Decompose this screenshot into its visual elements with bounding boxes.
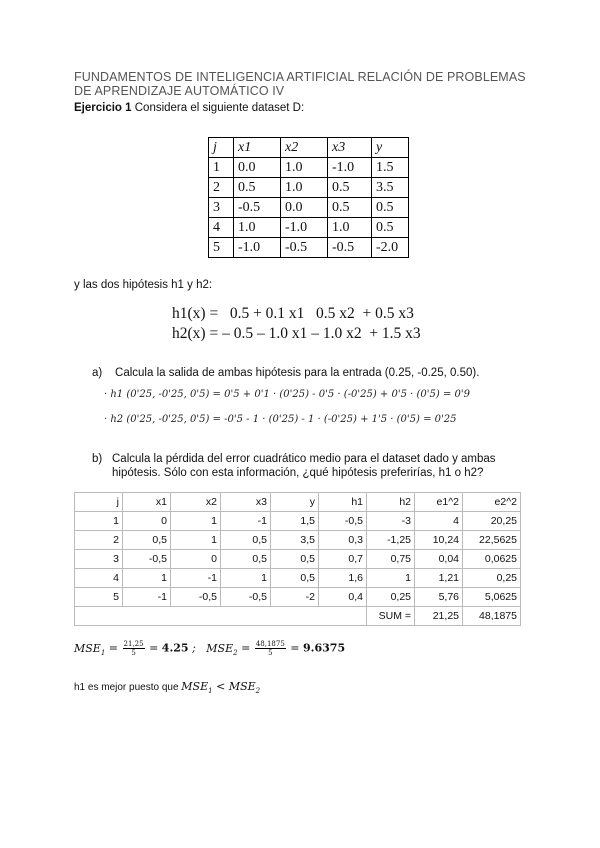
mse2-denominator: 5: [268, 649, 273, 657]
hypotheses-intro: y las dos hipótesis h1 y h2:: [74, 279, 213, 291]
error-table-row: [75, 550, 521, 569]
error-table-cell: 3,5: [271, 531, 319, 550]
error-table-cell: 10,24: [415, 531, 463, 550]
error-table-cell: 0,5: [221, 531, 271, 550]
question-b-label: b): [92, 453, 103, 465]
exercise-label: Ejercicio 1: [74, 102, 132, 114]
error-table-header-cell: y: [271, 493, 319, 512]
error-table-header-cell: h1: [319, 493, 367, 512]
error-table-header-cell: e1^2: [415, 493, 463, 512]
dataset-cell: 4: [209, 218, 234, 238]
error-table-cell: -0,5: [319, 512, 367, 531]
dataset-cell: 1: [209, 158, 234, 178]
dataset-cell: 3.5: [372, 178, 409, 198]
error-table-cell: 1: [171, 531, 221, 550]
error-table-cell: 0,5: [123, 531, 171, 550]
conclusion-text: h1 es mejor puesto que: [74, 682, 182, 693]
error-table-cell: -3: [367, 512, 415, 531]
error-table-cell: 0: [123, 512, 171, 531]
handwritten-answer-h1: · h1 (0'25, -0'25, 0'5) = 0'5 + 0'1 · (0'25) - 0'5 · (-0'25) + 0'5 · (0'5) = 0'9: [104, 389, 470, 400]
error-table-cell: 1: [75, 512, 123, 531]
dataset-cell: -1.0: [281, 218, 328, 238]
conclusion-inequality: $MSE_1 < MSE_2$: [181, 680, 261, 696]
error-table-cell: 0,0625: [463, 550, 521, 569]
error-table-cell: 5,76: [415, 588, 463, 607]
error-table-header-cell: j: [75, 493, 123, 512]
dataset-cell: 0.5: [372, 198, 409, 218]
error-table-cell: 0,4: [319, 588, 367, 607]
exercise-text: Considera el siguiente dataset D:: [131, 102, 305, 114]
error-table-cell: 3: [75, 550, 123, 569]
error-table-cell: 0,25: [367, 588, 415, 607]
error-table-cell: 1,5: [271, 512, 319, 531]
question-b: [92, 452, 512, 480]
error-table-header-cell: e2^2: [463, 493, 521, 512]
error-table-sum-e1: 21,25: [415, 607, 463, 626]
dataset-row: [209, 198, 409, 218]
mse2-symbol: $MSE_2$: [206, 641, 238, 657]
question-a: [92, 366, 479, 380]
error-table-cell: -0,5: [221, 588, 271, 607]
error-table-cell: 0,5: [271, 550, 319, 569]
dataset-header-cell: x3: [328, 138, 372, 158]
error-table-header-cell: x3: [221, 493, 271, 512]
dataset-cell: 0.5: [234, 178, 281, 198]
error-table-cell: 1,21: [415, 569, 463, 588]
dataset-header-cell: x2: [281, 138, 328, 158]
dataset-cell: -0.5: [328, 238, 372, 258]
error-table-cell: 1: [367, 569, 415, 588]
error-table-cell: 4: [415, 512, 463, 531]
mse1-denominator: 5: [131, 649, 136, 657]
error-table-cell: 1: [221, 569, 271, 588]
dataset-cell: 1.0: [328, 218, 372, 238]
error-table-row: [75, 569, 521, 588]
mse-results: $MSE_1$ = $\frac{21,25}{5}$ = 4.25 ; $MSE_2$ = $\frac{48,1875}{5}$ = 9.6375: [74, 640, 346, 657]
dataset-row: [209, 218, 409, 238]
error-table-cell: 0,25: [463, 569, 521, 588]
error-table-cell: 0,75: [367, 550, 415, 569]
question-a-label: a): [92, 367, 103, 379]
mse1-fraction: [123, 640, 145, 657]
error-table-row: [75, 531, 521, 550]
error-table-empty-cell: [75, 607, 367, 626]
dataset-cell: 0.5: [372, 218, 409, 238]
error-table-cell: 22,5625: [463, 531, 521, 550]
hypothesis-h2-equation: h2(x) = – 0.5 – 1.0 x1 – 1.0 x2 + 1.5 x3: [172, 325, 421, 342]
error-table-header-cell: x1: [123, 493, 171, 512]
error-table-cell: 0,7: [319, 550, 367, 569]
document-title: FUNDAMENTOS DE INTELIGENCIA ARTIFICIAL RELACIÓN DE PROBLEMAS DE APRENDIZAJE AUTOMÁTICO IV: [74, 70, 526, 98]
error-table-cell: 2: [75, 531, 123, 550]
dataset-row: [209, 238, 409, 258]
error-table-cell: 0,5: [221, 550, 271, 569]
dataset-header-cell: x1: [234, 138, 281, 158]
error-table-row: [75, 588, 521, 607]
dataset-cell: -0.5: [234, 198, 281, 218]
dataset-cell: 1.0: [234, 218, 281, 238]
error-table-header-row: [75, 493, 521, 512]
error-table-cell: -2: [271, 588, 319, 607]
dataset-table: [208, 137, 409, 258]
error-table-cell: -1,25: [367, 531, 415, 550]
conclusion: [74, 680, 260, 695]
mse2-value: 9.6375: [303, 641, 346, 655]
error-table-cell: -0,5: [171, 588, 221, 607]
dataset-cell: -2.0: [372, 238, 409, 258]
handwritten-answer-h2: · h2 (0'25, -0'25, 0'5) = -0'5 - 1 · (0'25) - 1 · (-0'25) + 1'5 · (0'5) = 0'25: [104, 414, 457, 425]
dataset-cell: -1.0: [328, 158, 372, 178]
mse2-numerator: 48,1875: [255, 640, 285, 648]
error-table-cell: -1: [171, 569, 221, 588]
dataset-cell: -0.5: [281, 238, 328, 258]
error-table: [74, 492, 521, 626]
error-table-cell: 0: [171, 550, 221, 569]
mse1-symbol: $MSE_1$: [74, 641, 106, 657]
dataset-cell: 1.0: [281, 158, 328, 178]
mse1-value: 4.25: [161, 641, 189, 655]
error-table-cell: 4: [75, 569, 123, 588]
error-table-cell: 1: [171, 512, 221, 531]
question-b-text: Calcula la pérdida del error cuadrático medio para el dataset dado y ambas hipótesis. Sólo con esta información, ¿qué hipótesis preferirías, h1 o h2?: [112, 453, 496, 479]
mse2-fraction: [255, 640, 286, 657]
error-table-cell: 0,3: [319, 531, 367, 550]
exercise-heading: [74, 102, 304, 114]
error-table-cell: -1: [123, 588, 171, 607]
dataset-row: [209, 158, 409, 178]
error-table-cell: -1: [221, 512, 271, 531]
error-table-cell: 0,04: [415, 550, 463, 569]
error-table-row: [75, 512, 521, 531]
error-table-header-cell: h2: [367, 493, 415, 512]
error-table-cell: 1: [123, 569, 171, 588]
mse1-numerator: 21,25: [123, 640, 144, 648]
error-table-sum-row: [75, 607, 521, 626]
question-a-text: Calcula la salida de ambas hipótesis para la entrada (0.25, -0.25, 0.50).: [115, 367, 480, 379]
dataset-cell: 1.0: [281, 178, 328, 198]
error-table-cell: 0,5: [271, 569, 319, 588]
error-table-cell: 5: [75, 588, 123, 607]
dataset-cell: 2: [209, 178, 234, 198]
dataset-header-cell: j: [209, 138, 234, 158]
dataset-header-row: [209, 138, 409, 158]
dataset-cell: 0.5: [328, 198, 372, 218]
dataset-cell: 0.5: [328, 178, 372, 198]
dataset-cell: 5: [209, 238, 234, 258]
dataset-cell: -1.0: [234, 238, 281, 258]
dataset-cell: 0.0: [234, 158, 281, 178]
dataset-header-cell: y: [372, 138, 409, 158]
error-table-cell: 5,0625: [463, 588, 521, 607]
error-table-sum-e2: 48,1875: [463, 607, 521, 626]
dataset-cell: 0.0: [281, 198, 328, 218]
error-table-sum-label: SUM =: [367, 607, 415, 626]
error-table-cell: 20,25: [463, 512, 521, 531]
error-table-cell: -0,5: [123, 550, 171, 569]
dataset-cell: 3: [209, 198, 234, 218]
hypothesis-h1-equation: h1(x) = 0.5 + 0.1 x1 0.5 x2 + 0.5 x3: [172, 305, 414, 322]
dataset-row: [209, 178, 409, 198]
error-table-header-cell: x2: [171, 493, 221, 512]
error-table-cell: 1,6: [319, 569, 367, 588]
dataset-cell: 1.5: [372, 158, 409, 178]
